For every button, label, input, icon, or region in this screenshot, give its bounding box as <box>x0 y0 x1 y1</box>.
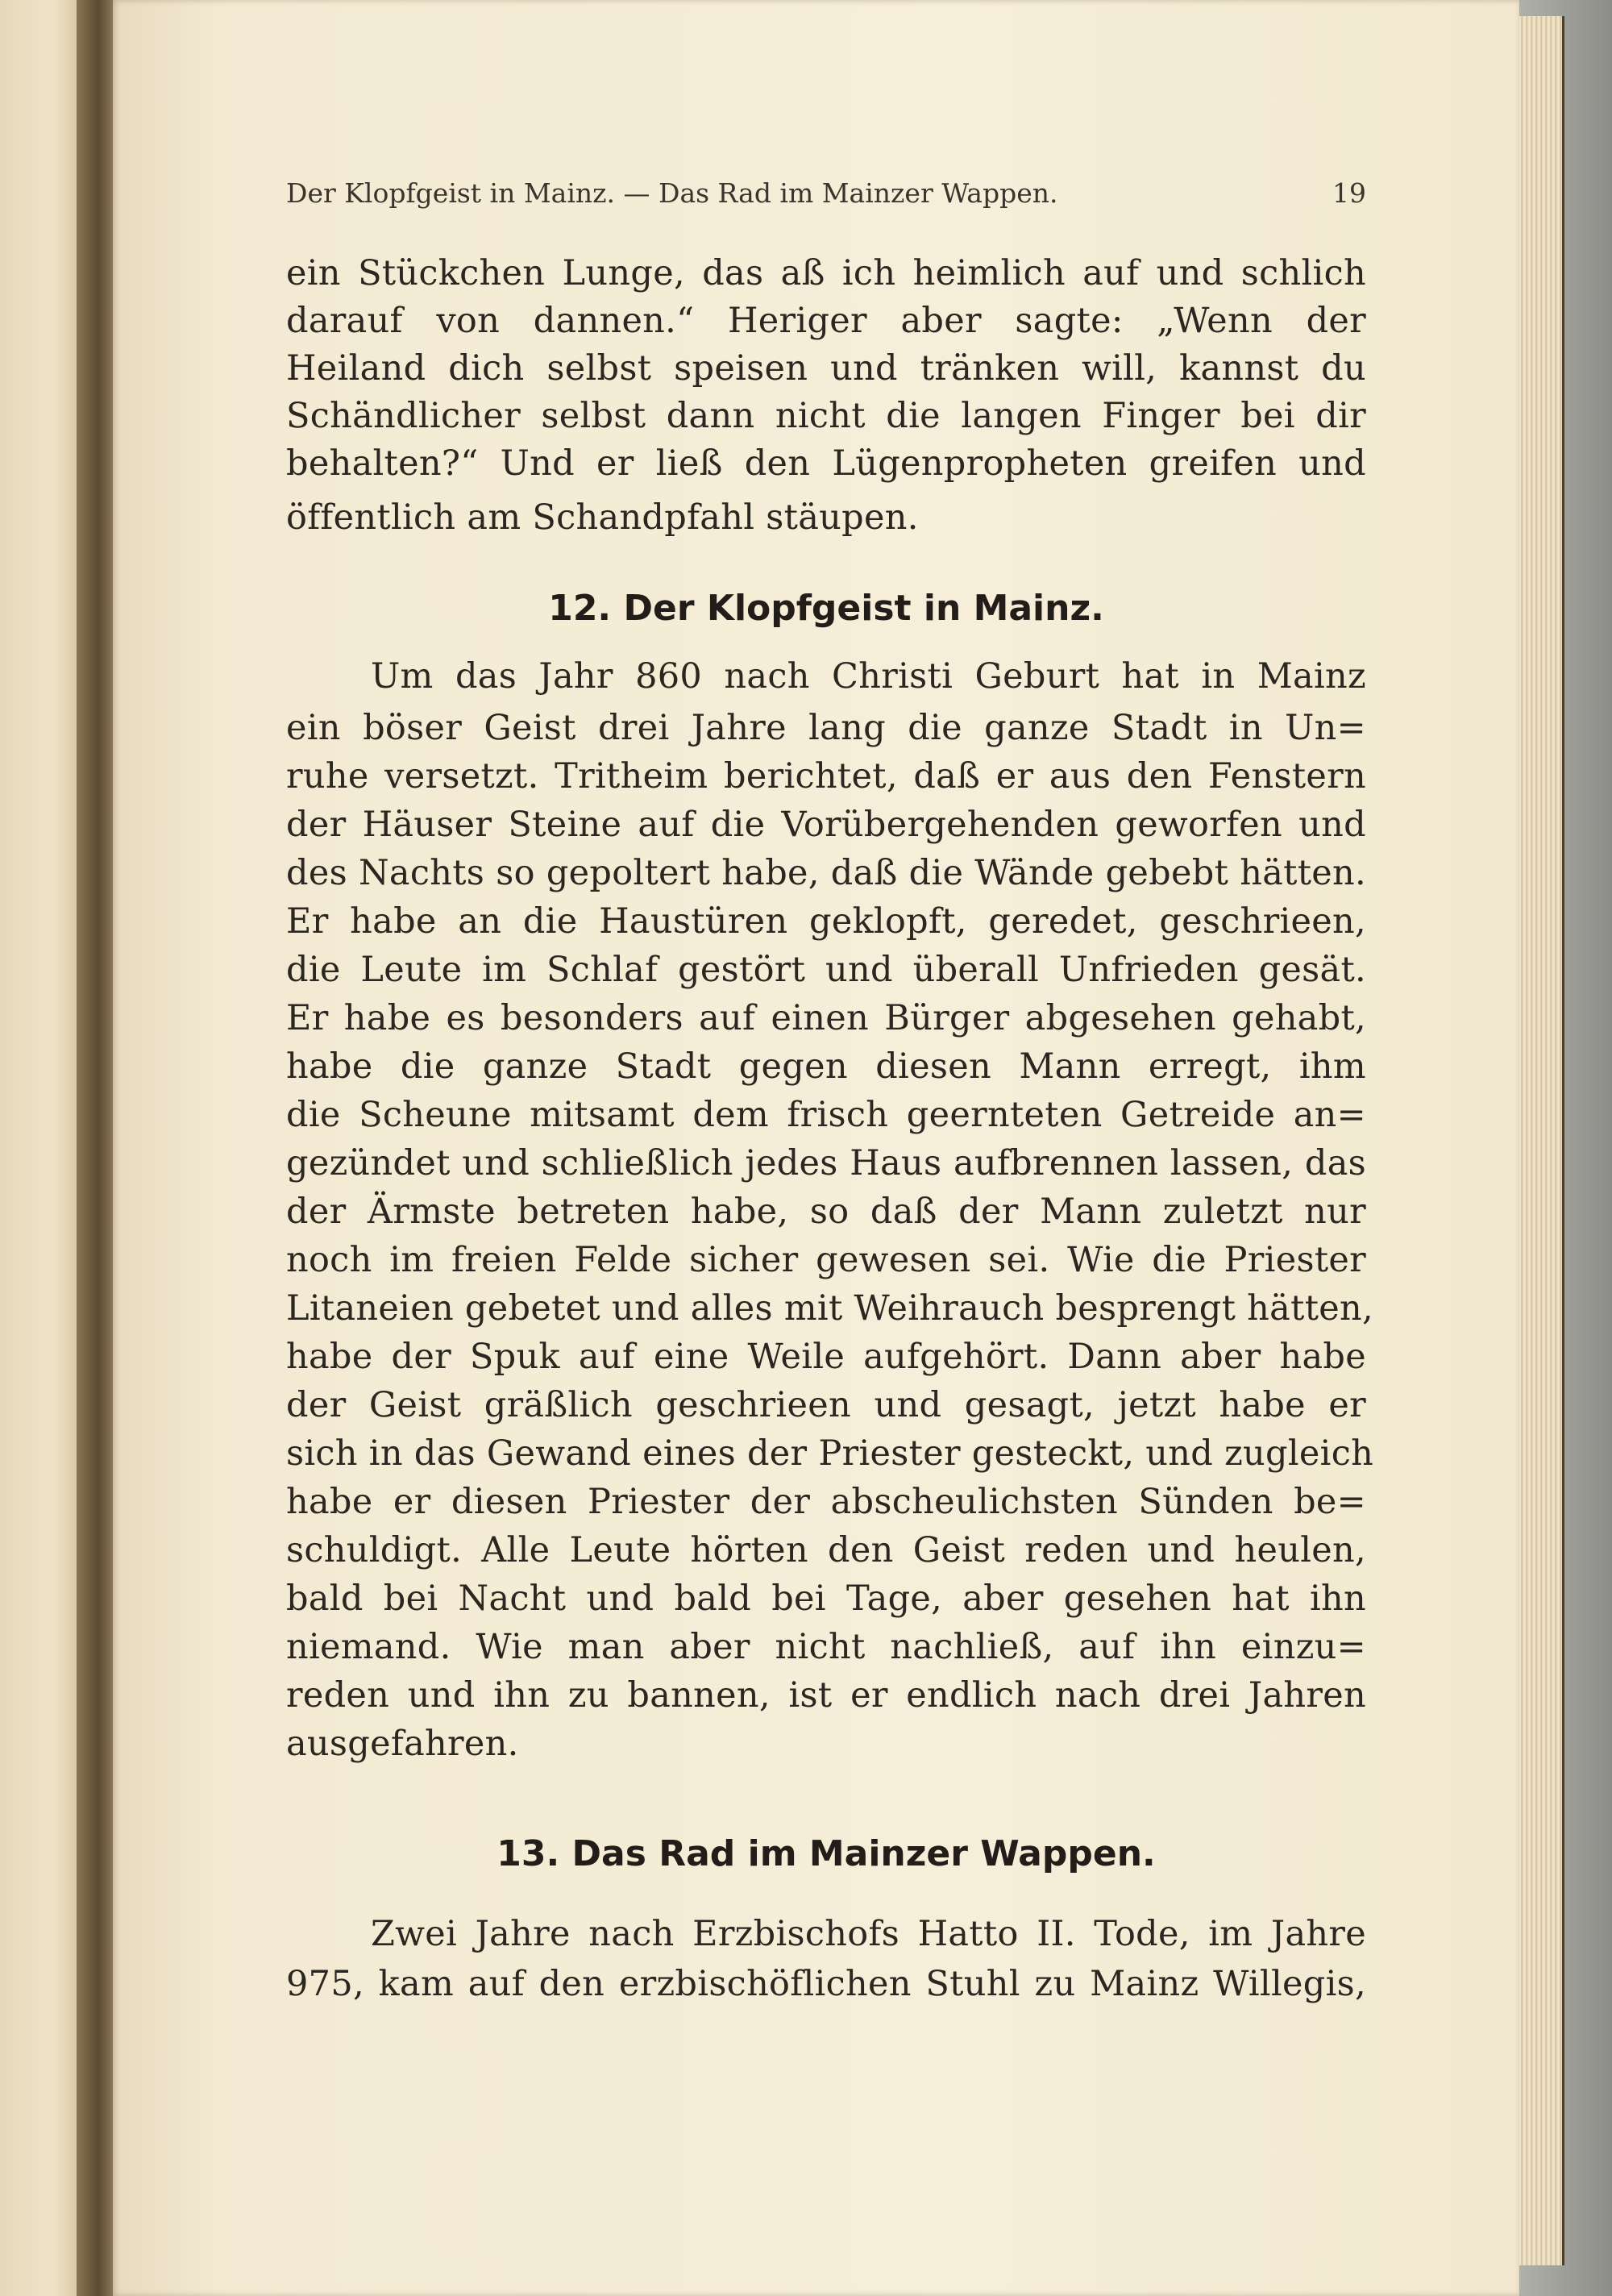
text-line: öffentlich am Schandpfahl stäupen. <box>286 497 919 538</box>
text-line: habe der Spuk auf eine Weile aufgehört. Dann aber habe <box>286 1337 1366 1377</box>
text-line: noch im freien Felde sicher gewesen sei. Wie die Priester <box>286 1240 1366 1280</box>
text-line: der Häuser Steine auf die Vorübergehenden geworfen und <box>286 805 1366 845</box>
text-line: des Nachts so gepoltert habe, daß die Wände gebebt hätten. <box>286 853 1366 893</box>
facing-page-edge <box>0 0 89 2296</box>
text-line: 975, kam auf den erzbischöflichen Stuhl zu Mainz Willegis, <box>286 1964 1366 2004</box>
text-line: reden und ihn zu bannen, ist er endlich nach drei Jahren <box>286 1675 1366 1716</box>
text-line: bald bei Nacht und bald bei Tage, aber gesehen hat ihn <box>286 1578 1366 1619</box>
text-line: Heiland dich selbst speisen und tränken will, kannst du <box>286 348 1366 389</box>
text-line: schuldigt. Alle Leute hörten den Geist reden und heulen, <box>286 1530 1366 1570</box>
text-line: ein Stückchen Lunge, das aß ich heimlich auf und schlich <box>286 253 1366 293</box>
text-line: darauf von dannen.“ Heriger aber sagte: „Wenn der <box>286 301 1366 341</box>
running-header <box>286 176 1366 211</box>
text-line: gezündet und schließlich jedes Haus aufbrennen lassen, das <box>286 1143 1366 1183</box>
page-number: 19 <box>1332 177 1366 209</box>
text-line: habe die ganze Stadt gegen diesen Mann erregt, ihm <box>286 1046 1366 1087</box>
text-line: die Scheune mitsamt dem frisch geernteten Getreide an= <box>286 1095 1366 1135</box>
text-line: Er habe es besonders auf einen Bürger abgesehen gehabt, <box>286 998 1366 1038</box>
text-line: Er habe an die Haustüren geklopft, geredet, geschrieen, <box>286 901 1366 942</box>
text-line: habe er diesen Priester der abscheulichsten Sünden be= <box>286 1482 1366 1522</box>
section-heading: 13. Das Rad im Mainzer Wappen. <box>496 1833 1156 1874</box>
book-page <box>113 0 1519 2296</box>
text-line: ruhe versetzt. Tritheim berichtet, daß er aus den Fenstern <box>286 756 1366 797</box>
text-line: die Leute im Schlaf gestört und überall Unfrieden gesät. <box>286 950 1366 990</box>
page-fore-edge <box>1514 16 1564 2265</box>
text-line: der Ärmste betreten habe, so daß der Mann zuletzt nur <box>286 1192 1366 1232</box>
text-line: behalten?“ Und er ließ den Lügenpropheten greifen und <box>286 443 1366 484</box>
text-line: sich in das Gewand eines der Priester gesteckt, und zugleich <box>286 1433 1374 1474</box>
text-line: Zwei Jahre nach Erzbischofs Hatto II. Tode, im Jahre <box>371 1914 1366 1954</box>
text-line: Um das Jahr 860 nach Christi Geburt hat in Mainz <box>371 656 1366 697</box>
text-line: der Geist gräßlich geschrieen und gesagt, jetzt habe er <box>286 1385 1366 1425</box>
text-line: ein böser Geist drei Jahre lang die ganze Stadt in Un= <box>286 708 1366 748</box>
text-line: Litaneien gebetet und alles mit Weihrauch besprengt hätten, <box>286 1288 1373 1329</box>
section-heading: 12. Der Klopfgeist in Mainz. <box>548 588 1104 629</box>
running-title: Der Klopfgeist in Mainz. — Das Rad im Mainzer Wappen. <box>286 177 1058 209</box>
text-line: Schändlicher selbst dann nicht die langen Finger bei dir <box>286 396 1366 436</box>
text-line: ausgefahren. <box>286 1724 519 1764</box>
text-line: niemand. Wie man aber nicht nachließ, auf ihn einzu= <box>286 1627 1366 1667</box>
